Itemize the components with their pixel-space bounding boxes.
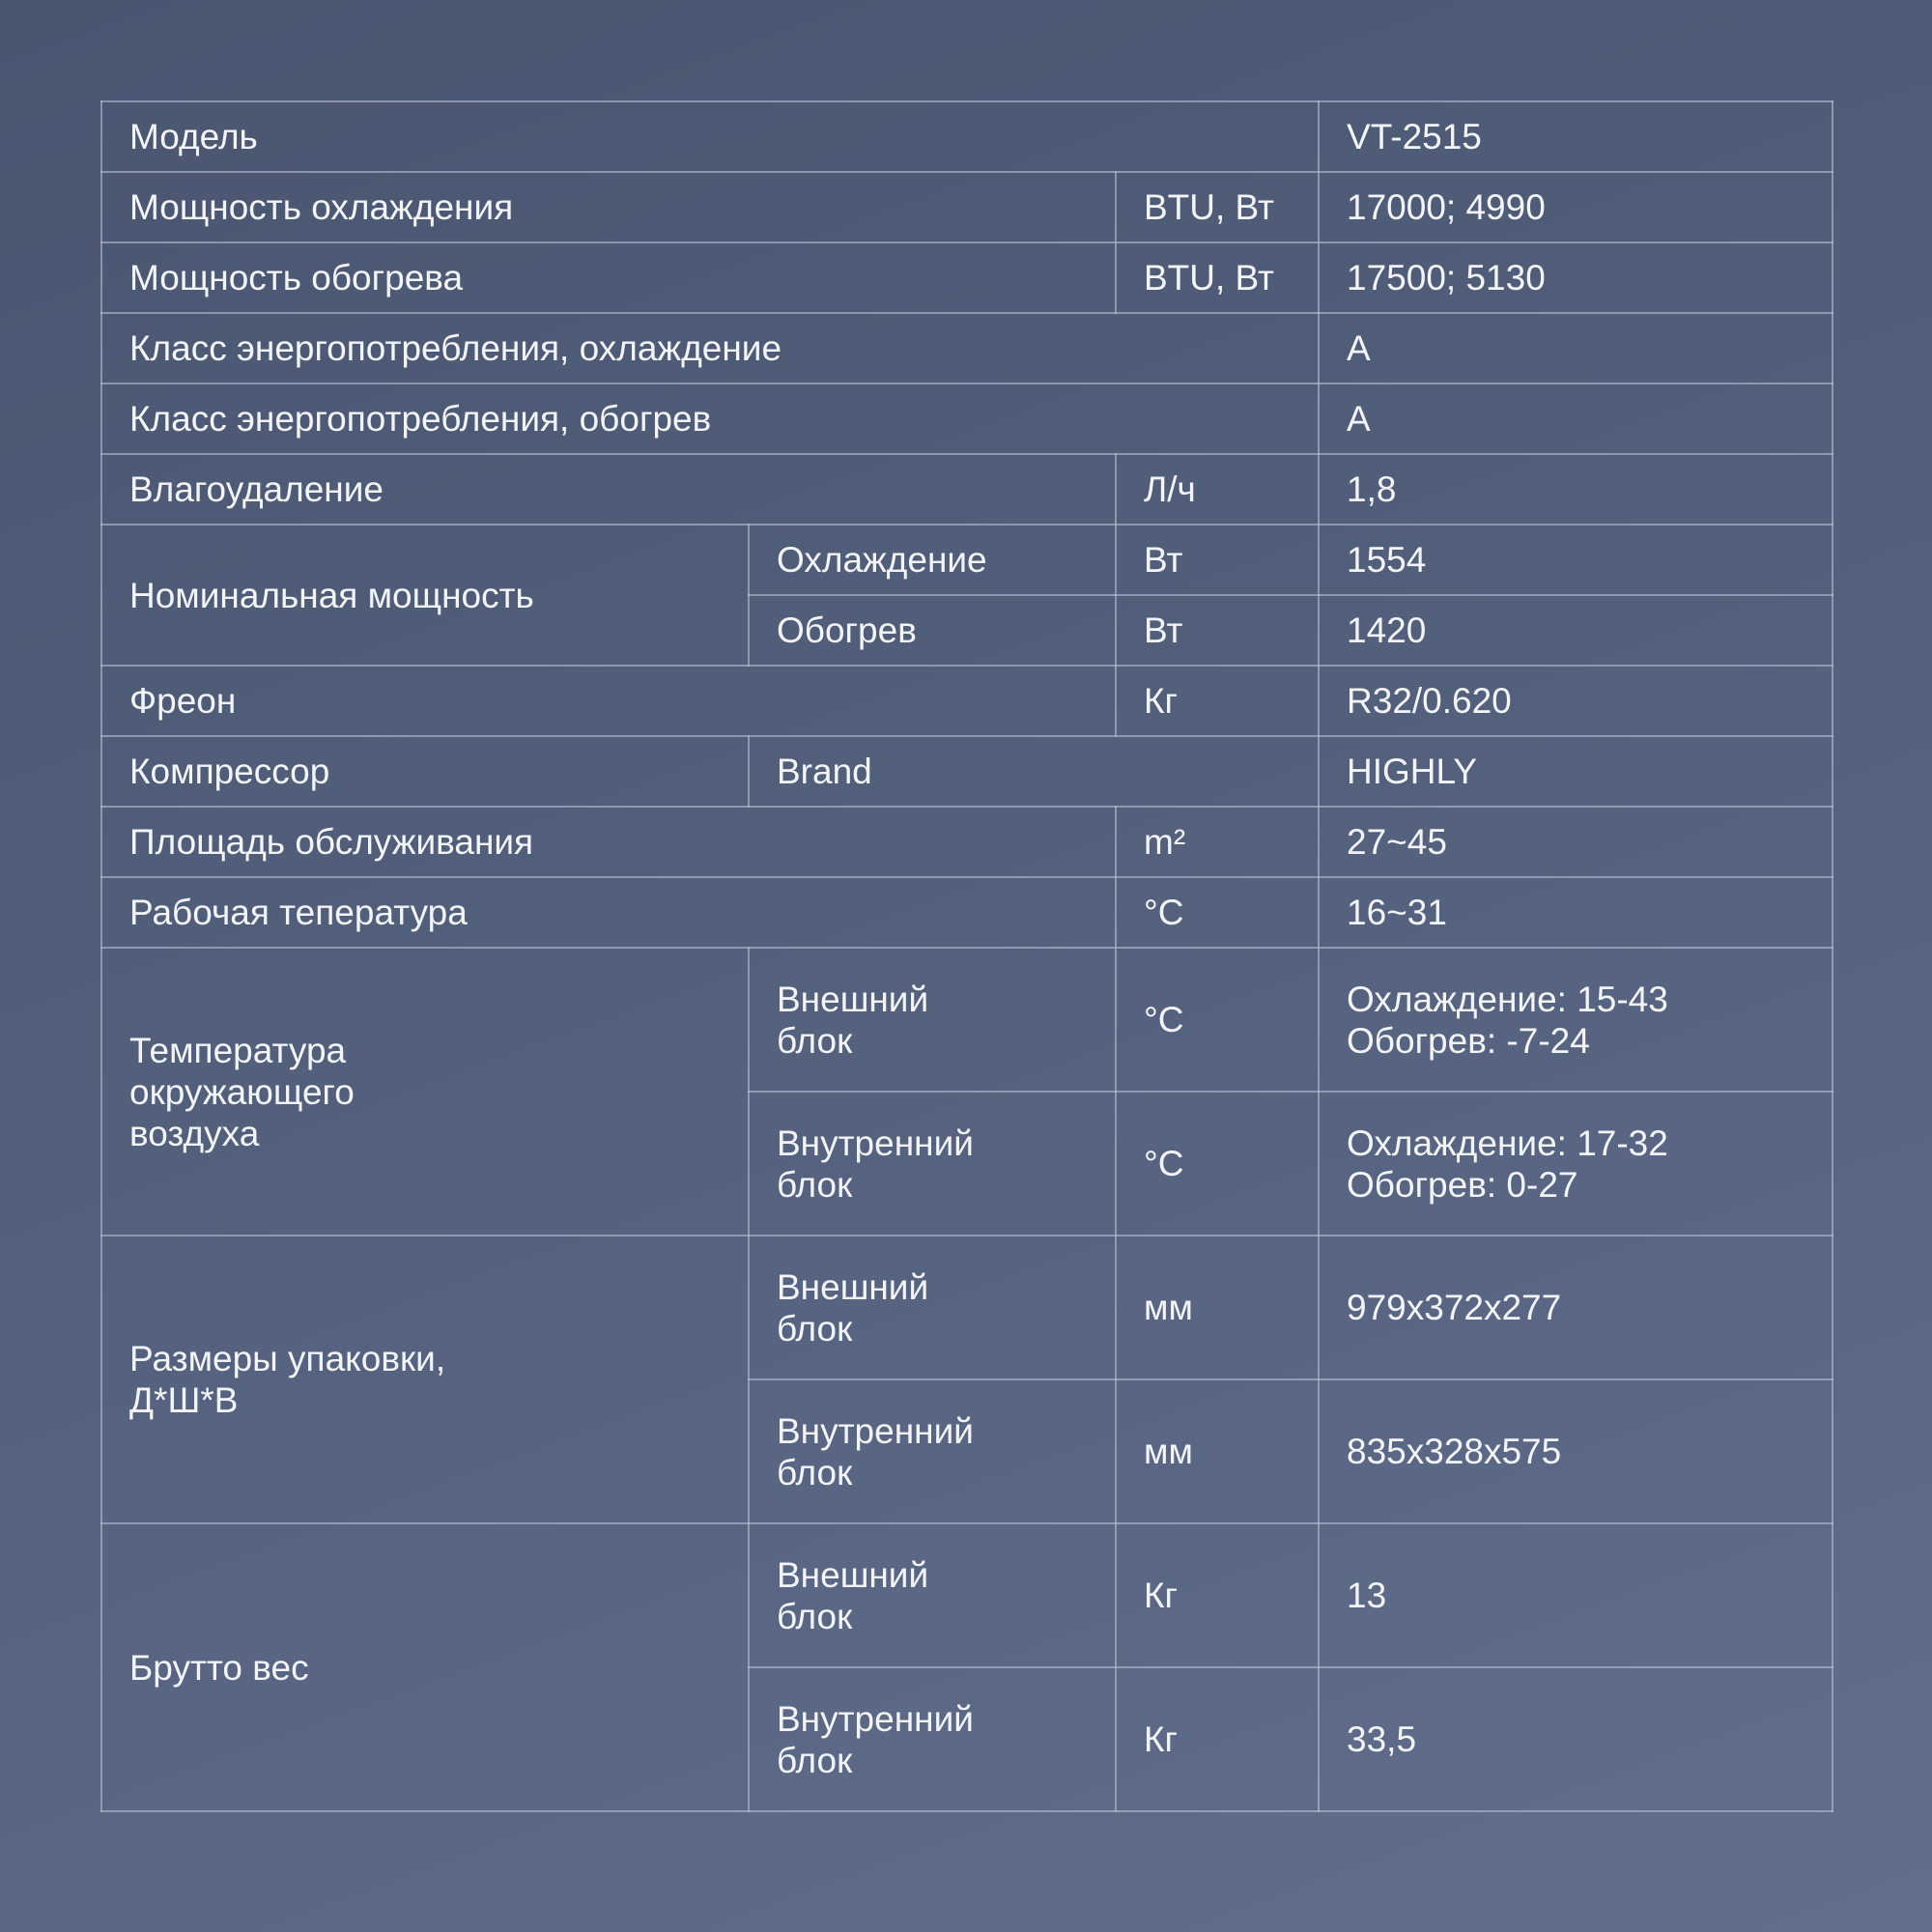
row-sublabel: Внутренний блок	[749, 1379, 1116, 1523]
table-row	[101, 877, 1833, 948]
row-unit: Вт	[1116, 525, 1319, 595]
row-value: A	[1319, 384, 1833, 454]
row-label: Модель	[101, 101, 1319, 172]
row-value: 27~45	[1319, 807, 1833, 877]
row-label: Номинальная мощность	[101, 525, 749, 666]
row-unit: BTU, Вт	[1116, 242, 1319, 313]
row-unit: BTU, Вт	[1116, 172, 1319, 242]
row-unit: °С	[1116, 877, 1319, 948]
row-unit: Вт	[1116, 595, 1319, 666]
row-value: 33,5	[1319, 1667, 1833, 1811]
row-unit: мм	[1116, 1236, 1319, 1379]
row-sublabel: Внешний блок	[749, 948, 1116, 1092]
row-sublabel: Внешний блок	[749, 1523, 1116, 1667]
row-label: Класс энергопотребления, обогрев	[101, 384, 1319, 454]
row-label: Температура окружающего воздуха	[101, 948, 749, 1236]
table-row	[101, 666, 1833, 736]
row-unit: мм	[1116, 1379, 1319, 1523]
table-row	[101, 101, 1833, 172]
row-sublabel: Обогрев	[749, 595, 1116, 666]
table-row	[101, 1236, 1833, 1379]
row-label: Рабочая тепература	[101, 877, 1116, 948]
table-row	[101, 1523, 1833, 1667]
row-unit: m²	[1116, 807, 1319, 877]
row-label: Фреон	[101, 666, 1116, 736]
row-value: 1554	[1319, 525, 1833, 595]
row-label: Брутто вес	[101, 1523, 749, 1811]
row-unit: Кг	[1116, 1523, 1319, 1667]
table-row	[101, 525, 1833, 595]
row-value: 13	[1319, 1523, 1833, 1667]
row-label: Площадь обслуживания	[101, 807, 1116, 877]
table-row	[101, 454, 1833, 525]
table-row	[101, 948, 1833, 1092]
row-unit: °С	[1116, 1092, 1319, 1236]
row-unit: Кг	[1116, 1667, 1319, 1811]
row-sublabel: Внутренний блок	[749, 1667, 1116, 1811]
row-value: A	[1319, 313, 1833, 384]
row-sublabel: Brand	[749, 736, 1319, 807]
table-row	[101, 384, 1833, 454]
row-sublabel: Охлаждение	[749, 525, 1116, 595]
row-value: 17500; 5130	[1319, 242, 1833, 313]
table-row	[101, 807, 1833, 877]
row-value: Охлаждение: 17-32 Обогрев: 0-27	[1319, 1092, 1833, 1236]
row-sublabel: Внутренний блок	[749, 1092, 1116, 1236]
row-value: R32/0.620	[1319, 666, 1833, 736]
row-label: Компрессор	[101, 736, 749, 807]
row-value: VT-2515	[1319, 101, 1833, 172]
row-unit: °С	[1116, 948, 1319, 1092]
row-label: Мощность обогрева	[101, 242, 1116, 313]
spec-table	[100, 100, 1833, 1812]
row-label: Класс энергопотребления, охлаждение	[101, 313, 1319, 384]
row-label: Влагоудаление	[101, 454, 1116, 525]
row-sublabel: Внешний блок	[749, 1236, 1116, 1379]
row-unit: Л/ч	[1116, 454, 1319, 525]
row-value: 16~31	[1319, 877, 1833, 948]
row-value: 17000; 4990	[1319, 172, 1833, 242]
row-value: 835x328x575	[1319, 1379, 1833, 1523]
row-value: 979x372x277	[1319, 1236, 1833, 1379]
row-unit: Кг	[1116, 666, 1319, 736]
row-label: Размеры упаковки, Д*Ш*В	[101, 1236, 749, 1523]
row-value: Охлаждение: 15-43 Обогрев: -7-24	[1319, 948, 1833, 1092]
table-row	[101, 172, 1833, 242]
row-label: Мощность охлаждения	[101, 172, 1116, 242]
table-row	[101, 313, 1833, 384]
table-row	[101, 736, 1833, 807]
table-row	[101, 242, 1833, 313]
row-value: 1,8	[1319, 454, 1833, 525]
row-value: HIGHLY	[1319, 736, 1833, 807]
row-value: 1420	[1319, 595, 1833, 666]
